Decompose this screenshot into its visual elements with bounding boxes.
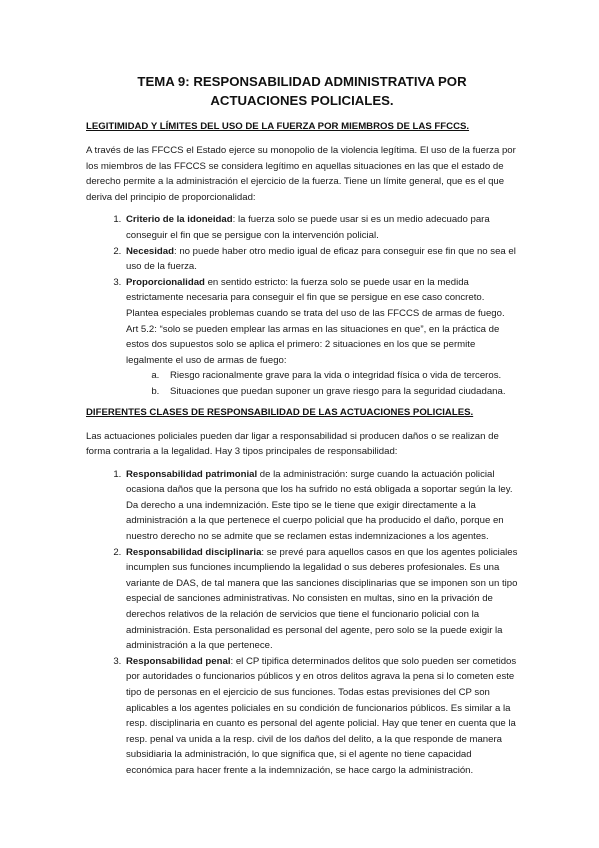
list-item: [124, 467, 518, 545]
list-item-term: Responsabilidad patrimonial: [126, 468, 258, 480]
section-heading-legitimidad: LEGITIMIDAD Y LÍMITES DEL USO DE LA FUERZA POR MIEMBROS DE LAS FFCCS.: [86, 121, 470, 132]
list-item-text: en sentido estricto: la fuerza solo se puede usar en la medida estrictamente necesaria para conseguir el fin que se persigue en ese caso concreto. Plantea especiales problemas cuando se trata del uso de las FFCCS de armas de fuego. Art 5.2: “solo se pueden emplear las armas en las situaciones en que”, en la práctica de estos dos supuestos solo se aplica el primero: 2 situaciones en los que se permite legalmente el uso de armas de fuego:: [126, 276, 505, 366]
section2-intro-paragraph: Las actuaciones policiales pueden dar ligar a responsabilidad si producen daños o se realizan de forma contraria a la legalidad. Hay 3 tipos principales de responsabilidad:: [86, 430, 499, 458]
sublist-item: a. Riesgo racionalmente grave para la vida o integridad física o vida de terceros.: [162, 368, 518, 384]
firearms-situations-sublist: [126, 368, 518, 399]
sublist-item: b. Situaciones que puedan suponer un grave riesgo para la seguridad ciudadana.: [162, 384, 518, 400]
list-item-text: : no puede haber otro medio igual de eficaz para conseguir ese fin que no sea el uso de la fuerza.: [126, 245, 516, 273]
list-item-term: Responsabilidad penal: [126, 655, 231, 667]
section1-principles-list: [86, 212, 518, 399]
list-item-term: Responsabilidad disciplinaria: [126, 546, 262, 558]
list-item: [124, 545, 518, 654]
list-item-text: : se prevé para aquellos casos en que los agentes policiales incumplen sus funciones incumpliendo la legalidad o sus deberes profesionales. Es una variante de DAS, de tal manera que las sanciones disciplinarias que se imponen son un tipo especial de sanciones administrativas. No consisten en multas, sino en la privación de derechos relativos de la relación de servicios que tiene el funcionario policial con la administración. Esta personalidad es personal del agente, pero solo se la puede exigir la administración a la que pertenece.: [126, 546, 518, 652]
document-page: [86, 72, 518, 785]
list-item: [124, 244, 518, 275]
list-item: [124, 275, 518, 400]
list-item-text: : el CP tipifica determinados delitos que solo pueden ser cometidos por autoridades o funcionarios públicos y en otros delitos agrava la pena si lo cometen este tipo de personas en el ejercicio de sus funciones. Todas estas previsiones del CP son aplicables a los agentes policiales en su condición de funcionarios públicos. Es similar a la resp. disciplinaria en cuanto es personal del agente policial. Hay que tener en cuenta que la resp. penal va unida a la resp. civil de los daños del delito, a la que responde de manera subsidiaria la administración, lo que significa que, si el agente no tiene capacidad económica para hacer frente a la indemnización, se hace cargo la administración.: [126, 655, 517, 776]
section2-responsibility-list: [86, 467, 518, 779]
list-item: [124, 654, 518, 779]
list-item-term: Necesidad: [126, 245, 174, 257]
section1-intro-paragraph: A través de las FFCCS el Estado ejerce su monopolio de la violencia legítima. El uso de la fuerza por los miembros de las FFCCS se considera legítimo en aquellas situaciones en las que el estado de derecho permite a la administración el ejercicio de la fuerza. Tiene un límite general, que es el que deriva del principio de proporcionalidad:: [86, 145, 516, 203]
list-item-text: de la administración: surge cuando la actuación policial ocasiona daños que la persona que los ha sufrido no está obligada a soportar según la ley. Da derecho a una indemnización. Este tipo se le tiene que exigir directamente a la administración a la que pertenece el cuerpo policial que ha producido el daño, porque en nuestro derecho no se admite que se reclamen estas indemnizaciones a los agentes.: [126, 468, 513, 543]
list-item-text: : la fuerza solo se puede usar si es un medio adecuado para conseguir el fin que se persigue con la intervención policial.: [126, 214, 490, 241]
document-title: TEMA 9: RESPONSABILIDAD ADMINISTRATIVA POR ACTUACIONES POLICIALES.: [137, 74, 467, 108]
list-item-term: Proporcionalidad: [126, 276, 205, 288]
section-heading-clases-responsabilidad: DIFERENTES CLASES DE RESPONSABILIDAD DE LAS ACTUACIONES POLICIALES.: [86, 406, 474, 418]
list-item: [124, 212, 518, 243]
list-item-term: Criterio de la idoneidad: [126, 214, 233, 226]
